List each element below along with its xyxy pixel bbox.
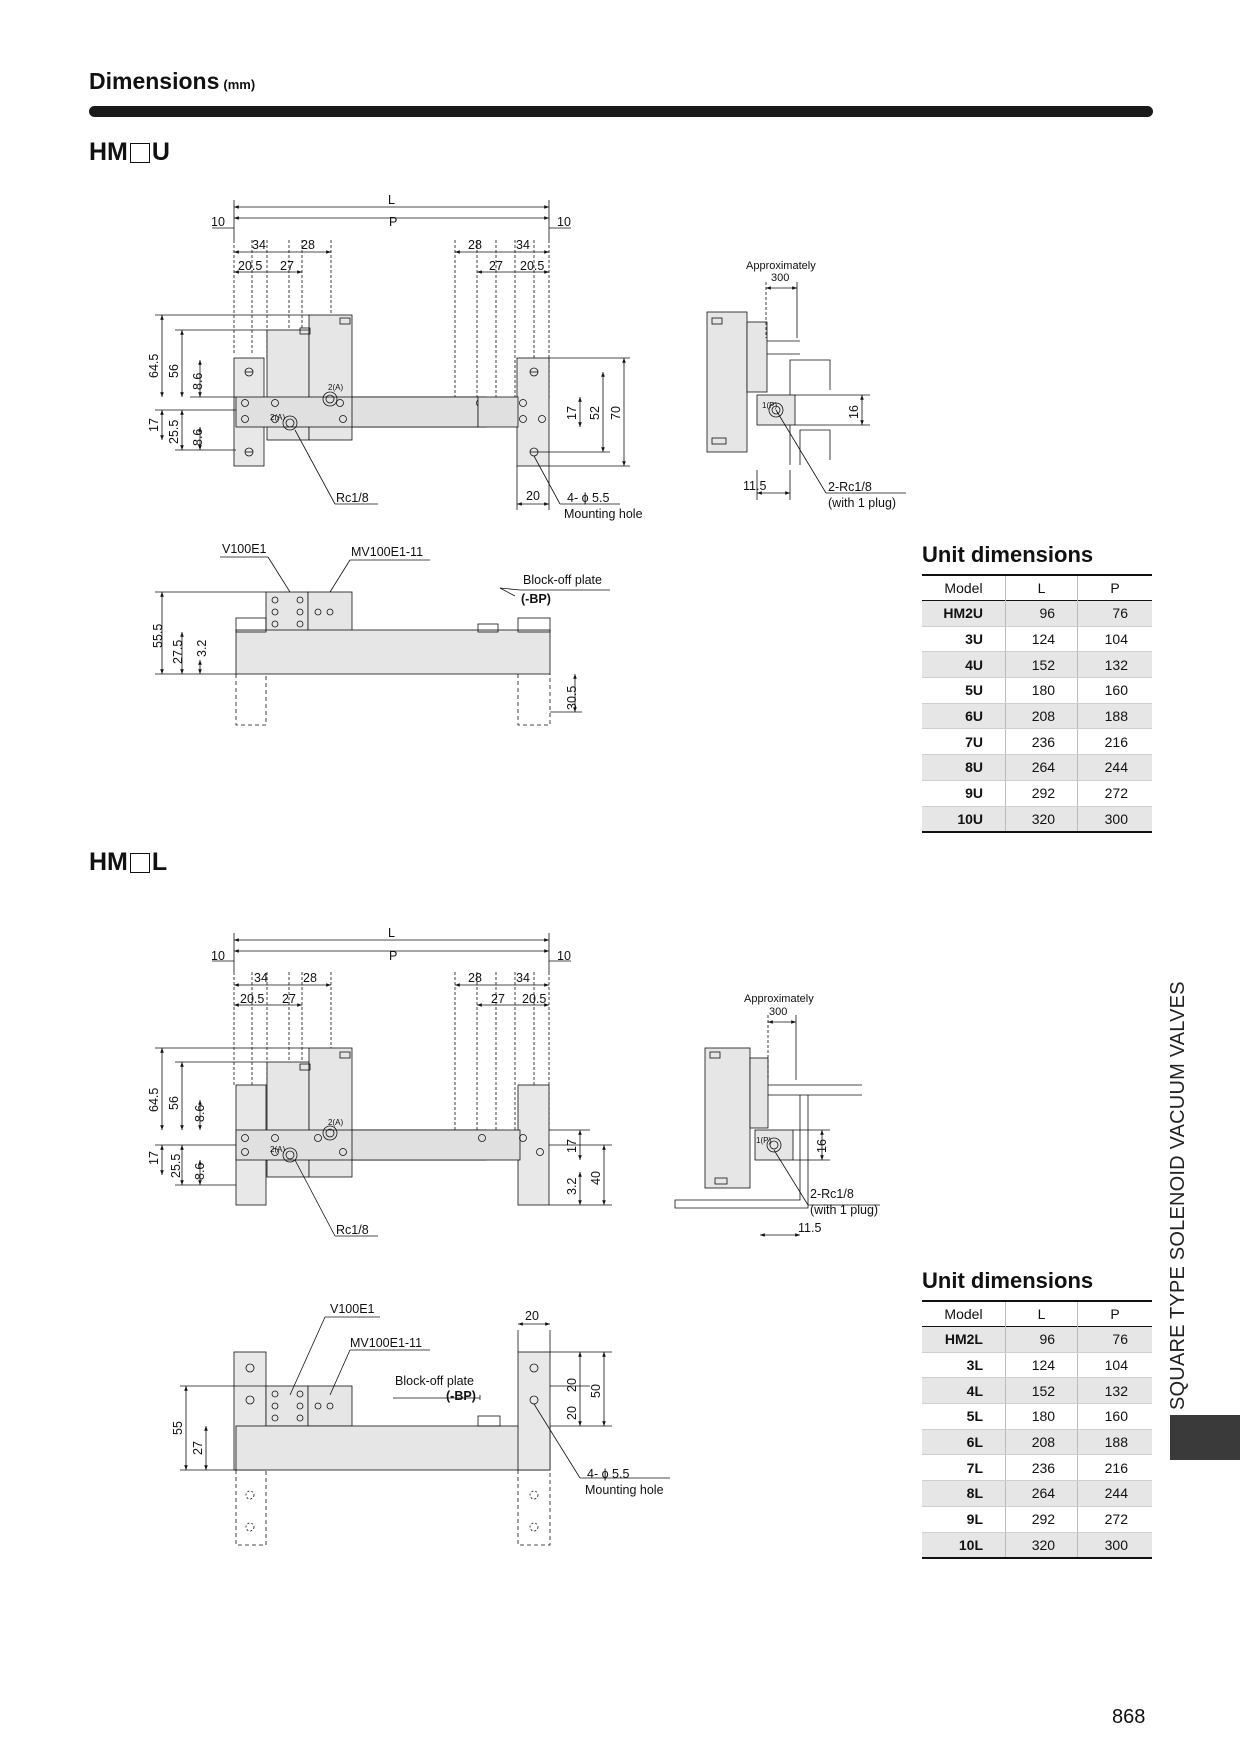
table-row [922, 1352, 1152, 1378]
unit-dimensions-title: Unit dimensions [922, 1268, 1094, 1293]
column-header-model: Model [944, 1306, 983, 1322]
dim-34-right: 34 [516, 238, 530, 252]
table-row [922, 1481, 1152, 1507]
dim-55-5: 55.5 [151, 623, 165, 648]
section-side-label-text: SQUARE TYPE SOLENOID VACUUM VALVES [1167, 981, 1189, 1410]
table-row [922, 1532, 1152, 1558]
dim-17: 17 [147, 418, 161, 432]
cell-p: 76 [1078, 601, 1152, 627]
table-row [922, 729, 1152, 755]
hml-front-view [155, 933, 612, 1236]
dim-17-right-l: 17 [565, 1139, 579, 1153]
table-row [922, 1378, 1152, 1404]
dim-16-l: 16 [815, 1139, 829, 1153]
dim-34-right-l: 34 [516, 971, 530, 985]
cell-model: 5U [922, 678, 1006, 704]
dim-25-5-l: 25.5 [169, 1153, 183, 1178]
column-header-p: P [1078, 1301, 1152, 1327]
cell-l: 320 [1006, 1532, 1078, 1558]
dim-27-right: 27 [489, 259, 503, 273]
page-title-unit: (mm) [223, 77, 256, 92]
cell-model: 8U [922, 755, 1006, 781]
dim-20-a: 20 [565, 1378, 579, 1392]
cell-p: 132 [1078, 652, 1152, 678]
cell-p: 104 [1078, 626, 1152, 652]
table-row [922, 678, 1152, 704]
blockoff-label-l: Block-off plate [395, 1374, 474, 1388]
port-2a-label: 2(A) [328, 383, 344, 392]
dim-3-2-l: 3.2 [565, 1177, 579, 1195]
bp-label-l: (-BP) [446, 1389, 476, 1403]
port-rc-label-l: Rc1/8 [336, 1223, 369, 1237]
port-2-rc-label: 2-Rc1/8 [828, 480, 872, 494]
table-row [922, 626, 1152, 652]
hml-side-view [675, 1015, 880, 1235]
dim-64-5-l: 64.5 [147, 1087, 161, 1112]
dim-3-2: 3.2 [195, 639, 209, 657]
table-row [922, 780, 1152, 806]
table-row [922, 755, 1152, 781]
dim-8-6-a: 8.6 [191, 372, 205, 390]
dim-20-top: 20 [525, 1309, 539, 1323]
port-1p-label: 1(P) [762, 401, 778, 410]
dim-56-l: 56 [167, 1096, 181, 1110]
mounting-hole-label: Mounting hole [564, 507, 643, 521]
cell-model: 3U [922, 626, 1006, 652]
cell-l: 292 [1006, 780, 1078, 806]
page-title-text: Dimensions [89, 68, 220, 94]
dim-P-l: P [389, 949, 398, 963]
table-row [922, 1404, 1152, 1430]
table-row [922, 703, 1152, 729]
hmu-front-view [155, 200, 630, 510]
port-2-rc-label-l: 2-Rc1/8 [810, 1187, 854, 1201]
hml-top-view [180, 1317, 670, 1545]
column-header-l: L [1006, 575, 1078, 601]
dim-11-5: 11.5 [743, 479, 767, 493]
dim-70: 70 [609, 406, 623, 420]
cell-model: 5L [922, 1404, 1006, 1430]
cell-l: 236 [1006, 1455, 1078, 1481]
dim-27-l: 27 [191, 1441, 205, 1455]
table-row [922, 806, 1152, 832]
dim-300: 300 [771, 272, 790, 284]
unit-dimensions-title: Unit dimensions [922, 542, 1094, 567]
section-l-suffix: L [151, 848, 168, 876]
cell-p: 244 [1078, 1481, 1152, 1507]
cell-l: 292 [1006, 1506, 1078, 1532]
cell-l: 152 [1006, 652, 1078, 678]
cell-p: 300 [1078, 806, 1152, 832]
dim-28-right-l: 28 [468, 971, 482, 985]
section-u-suffix: U [151, 138, 170, 166]
dim-28-left: 28 [301, 238, 315, 252]
cell-model: 8L [922, 1481, 1006, 1507]
mounting-hole-label-l: Mounting hole [585, 1483, 664, 1497]
cell-l: 180 [1006, 1404, 1078, 1430]
dim-10-left: 10 [211, 215, 225, 229]
cell-model: 10U [922, 806, 1006, 832]
port-2a-label: 2(A) [270, 413, 286, 422]
cell-model: 4L [922, 1378, 1006, 1404]
plug-label-l: (with 1 plug) [810, 1203, 879, 1217]
dim-300-l: 300 [769, 1006, 788, 1018]
dim-20-5-left-l: 20.5 [240, 992, 265, 1006]
dim-27-5: 27.5 [171, 639, 185, 664]
table-row [922, 1455, 1152, 1481]
cell-model: HM2L [922, 1327, 1006, 1353]
cell-p: 272 [1078, 1506, 1152, 1532]
dim-10-right: 10 [557, 215, 571, 229]
cell-l: 264 [1006, 755, 1078, 781]
cell-p: 272 [1078, 780, 1152, 806]
cell-l: 152 [1006, 1378, 1078, 1404]
dim-55: 55 [171, 1421, 185, 1435]
dim-27-left-l: 27 [282, 992, 296, 1006]
dim-30-5: 30.5 [565, 685, 579, 710]
dim-17-right: 17 [565, 406, 579, 420]
cell-p: 104 [1078, 1352, 1152, 1378]
section-l-prefix: HM [89, 848, 128, 876]
port-1p-label-l: 1(P) [756, 1136, 772, 1145]
cell-l: 264 [1006, 1481, 1078, 1507]
cell-model: 9U [922, 780, 1006, 806]
dim-11-5-l: 11.5 [798, 1221, 822, 1235]
dim-27-left: 27 [280, 259, 294, 273]
v100-label: V100E1 [222, 542, 267, 556]
dim-17-l: 17 [147, 1151, 161, 1165]
dim-52: 52 [588, 406, 602, 420]
cell-p: 300 [1078, 1532, 1152, 1558]
table-row [922, 1327, 1152, 1353]
table-row [922, 1429, 1152, 1455]
unit-dimensions-u [922, 542, 1152, 833]
blockoff-label: Block-off plate [523, 573, 602, 587]
column-header-p: P [1078, 575, 1152, 601]
dim-28-right: 28 [468, 238, 482, 252]
cell-p: 76 [1078, 1327, 1152, 1353]
cell-model: 4U [922, 652, 1006, 678]
cell-p: 216 [1078, 1455, 1152, 1481]
dim-20-b: 20 [565, 1406, 579, 1420]
dim-34-left: 34 [252, 238, 266, 252]
mv100-label-l: MV100E1-11 [350, 1336, 423, 1350]
dim-10-left-l: 10 [211, 949, 225, 963]
dim-L-l: L [388, 926, 395, 940]
cell-model: 10L [922, 1532, 1006, 1558]
cell-l: 208 [1006, 1429, 1078, 1455]
dim-20-5-right-l: 20.5 [522, 992, 547, 1006]
dim-8-6-b: 8.6 [191, 428, 205, 446]
cell-l: 96 [1006, 601, 1078, 627]
dim-16: 16 [847, 405, 861, 419]
table-row [922, 652, 1152, 678]
port-2a-label: 2(A) [270, 1145, 286, 1154]
cell-p: 188 [1078, 1429, 1152, 1455]
cell-model: 9L [922, 1506, 1006, 1532]
cell-l: 236 [1006, 729, 1078, 755]
dim-50: 50 [589, 1384, 603, 1398]
hmu-side-view [707, 282, 906, 500]
dim-25-5: 25.5 [167, 419, 181, 444]
dim-40: 40 [589, 1171, 603, 1185]
v100-label-l: V100E1 [330, 1302, 375, 1316]
cell-p: 132 [1078, 1378, 1152, 1404]
dim-8-6-b-l: 8.6 [193, 1162, 207, 1180]
cell-model: 7U [922, 729, 1006, 755]
dim-27-right-l: 27 [491, 992, 505, 1006]
cell-p: 188 [1078, 703, 1152, 729]
unit-dimensions-table-u [922, 574, 1152, 833]
dim-L: L [388, 193, 395, 207]
unit-dimensions-l [922, 1268, 1152, 1559]
cell-l: 96 [1006, 1327, 1078, 1353]
mounting-hole-spec-l: 4- ϕ 5.5 [587, 1467, 630, 1481]
dim-28-left-l: 28 [303, 971, 317, 985]
cell-model: 6U [922, 703, 1006, 729]
approx-label: Approximately [746, 260, 816, 272]
mounting-hole-spec: 4- ϕ 5.5 [567, 491, 610, 505]
unit-dimensions-table-l [922, 1300, 1152, 1559]
table-row [922, 601, 1152, 627]
cell-p: 216 [1078, 729, 1152, 755]
section-u-prefix: HM [89, 138, 128, 166]
cell-p: 160 [1078, 1404, 1152, 1430]
cell-model: 7L [922, 1455, 1006, 1481]
dim-64-5: 64.5 [147, 353, 161, 378]
plug-label: (with 1 plug) [828, 496, 897, 510]
cell-p: 244 [1078, 755, 1152, 781]
cell-l: 124 [1006, 626, 1078, 652]
dim-20-5-right: 20.5 [520, 259, 545, 273]
cell-l: 180 [1006, 678, 1078, 704]
cell-model: 6L [922, 1429, 1006, 1455]
page-number: 868 [1112, 1706, 1146, 1728]
section-tab-marker [1170, 1415, 1240, 1460]
bp-label: (-BP) [521, 592, 551, 606]
cell-model: HM2U [922, 601, 1006, 627]
dim-8-6-a-l: 8.6 [193, 1104, 207, 1122]
dim-20: 20 [526, 489, 540, 503]
cell-l: 208 [1006, 703, 1078, 729]
approx-label-l: Approximately [744, 993, 814, 1005]
column-header-model: Model [944, 580, 983, 596]
cell-p: 160 [1078, 678, 1152, 704]
dim-20-5-left: 20.5 [238, 259, 263, 273]
mv100-label: MV100E1-11 [351, 545, 424, 559]
dim-P: P [389, 215, 398, 229]
column-header-l: L [1006, 1301, 1078, 1327]
table-row [922, 1506, 1152, 1532]
cell-l: 320 [1006, 806, 1078, 832]
cell-l: 124 [1006, 1352, 1078, 1378]
port-2a-label: 2(A) [328, 1118, 344, 1127]
cell-model: 3L [922, 1352, 1006, 1378]
dim-34-left-l: 34 [254, 971, 268, 985]
dim-56: 56 [167, 364, 181, 378]
dim-10-right-l: 10 [557, 949, 571, 963]
port-rc-label: Rc1/8 [336, 491, 369, 505]
